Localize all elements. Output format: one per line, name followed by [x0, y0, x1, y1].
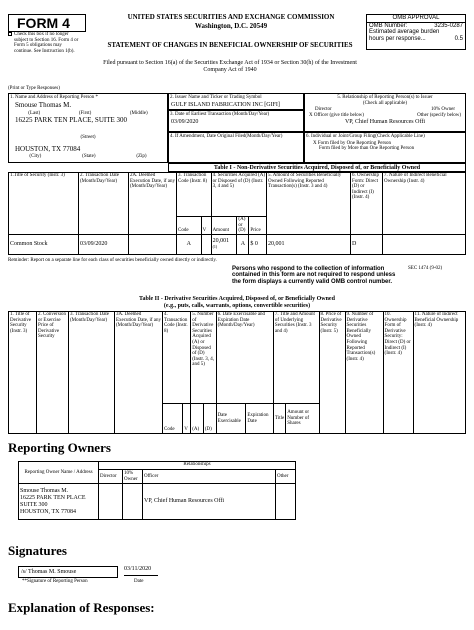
checkbox-text: Check this box if no longer subject to Section 16. Form 4 or Form 5 obligations may continue. See Instruction 1(b).	[14, 32, 79, 54]
t2-d: (D)	[203, 404, 216, 434]
signature-value: /s/ Thomas M. Smouse	[18, 566, 118, 578]
t2-h3a: 3A. Deemed Execution Date, if any (Month/Day/Year)	[115, 312, 163, 434]
box1-label: 1. Name and Address of Reporting Person *	[10, 95, 99, 100]
reporting-owners-table	[18, 461, 296, 520]
t2-h10: 10. Ownership Form of Derivative Security: Direct (D) or Indirect (I) (Instr. 4)	[383, 312, 413, 434]
t2-exp: Expiration Date	[246, 404, 274, 434]
zip-label: (Zip)	[136, 154, 147, 160]
t1-row-amount: 20,001	[212, 237, 230, 244]
t1-aord: (A) or (D)	[237, 217, 249, 235]
t2-title: Title	[273, 404, 285, 434]
table1-title: Table I - Non-Derivative Securities Acquired, Disposed of, or Beneficially Owned	[168, 163, 466, 172]
street-value: 16225 PARK TEN PLACE, SUITE 300	[15, 115, 128, 124]
table2-subtitle: (e.g., puts, calls, warrants, options, convertible securities)	[163, 303, 311, 309]
ro-owner-line-1: Smouse Thomas M.	[20, 487, 69, 494]
city-value: HOUSTON, TX 77084	[15, 145, 81, 154]
table-row	[19, 484, 296, 520]
box3	[168, 110, 304, 132]
city-label: (City)	[29, 154, 42, 160]
omb-title: OMB APPROVAL	[367, 15, 465, 23]
reporting-owners-heading: Reporting Owners	[8, 440, 111, 455]
t2-code: Code	[163, 404, 183, 434]
box6-mark: X	[313, 140, 317, 146]
officer-mark: X	[309, 112, 313, 118]
box1	[8, 93, 168, 163]
signature-date: 03/11/2020	[124, 566, 158, 576]
t1-row-title: Common Stock	[9, 234, 79, 254]
omb-number-label: OMB Number:	[369, 22, 408, 29]
t1-row-form: D	[351, 234, 383, 254]
t2-date-ex: Date Exercisable	[216, 404, 246, 434]
middle-label: (Middle)	[129, 111, 148, 117]
one-person-option: Form filed by One Reporting Person	[317, 140, 392, 146]
reporting-person-name: Smouse Thomas M.	[15, 100, 72, 109]
t1-h2: 2. Transaction Date (Month/Day/Year)	[79, 173, 129, 235]
table-row	[9, 234, 466, 254]
multiple-persons-option: Form filed by More than One Reporting Person	[319, 146, 415, 152]
burden-value: 0.5	[454, 35, 463, 42]
issuer-name: GULF ISLAND FABRICATION INC [GIFI]	[171, 101, 280, 108]
signature-date-label: Date	[134, 579, 144, 584]
t2-h2: 2. Conversion or Exercise Price of Derivative Security	[37, 312, 69, 434]
ro-col-name: Reporting Owner Name / Address	[19, 462, 99, 484]
ro-relationships: Relationships	[99, 462, 296, 470]
table2	[8, 311, 466, 434]
t2-h11: 11. Nature of Indirect Beneficial Ownership (Instr. 4)	[413, 312, 465, 434]
t1-amount: Amount	[211, 217, 237, 235]
ro-ten-owner: 10% Owner	[123, 470, 143, 484]
t1-h6: 6. Ownership Form: Direct (D) or Indirect (I) (Instr. 4)	[351, 173, 383, 235]
table2-title: Table II - Derivative Securities Acquired, Disposed of, or Beneficially Owned	[139, 296, 335, 302]
earliest-transaction-date: 03/09/2020	[171, 118, 199, 125]
agency-name: UNITED STATES SECURITIES AND EXCHANGE COMMISSION	[127, 13, 335, 21]
box6	[304, 132, 466, 163]
t1-h7: 7. Nature of Indirect Beneficial Ownership (Instr. 4)	[383, 173, 466, 235]
signatures-heading: Signatures	[8, 543, 67, 558]
agency-city: Washington, D.C. 20549	[194, 22, 268, 30]
ro-other: Other	[276, 470, 296, 484]
officer-title: VP, Chief Human Resources Offi	[344, 119, 426, 126]
t2-h6: 6. Date Exercisable and Expiration Date (Month/Day/Year)	[216, 312, 273, 404]
t1-v: V	[201, 217, 211, 235]
omb-number: 3235-0287	[434, 22, 463, 29]
t1-row-code: A	[177, 234, 202, 254]
street-label: (Street)	[80, 134, 96, 140]
t2-h9: 9. Number of Derivative Securities Beneficially Owned Following Reported Transaction(s) (Instr. 4)	[345, 312, 383, 434]
t2-amount: Amount or Number of Shares	[286, 404, 319, 434]
first-label: (First)	[78, 111, 92, 117]
t2-h4: 4. Transaction Code (Instr. 8)	[163, 312, 191, 404]
table1	[8, 172, 466, 255]
sec-number: SEC 1474 (9-02)	[408, 266, 443, 271]
ro-owner-line-2: 16225 PARK TEN PLACE	[20, 494, 86, 501]
box6-label: 6. Individual or Joint/Group Filing(Check Applicable Line)	[306, 134, 425, 139]
state-label: (State)	[82, 154, 96, 160]
t1-h4: 4. Securities Acquired (A) or Disposed of (D) (Instr. 3, 4 and 5)	[211, 173, 266, 217]
ro-director: Director	[99, 470, 123, 484]
box4	[168, 132, 304, 163]
t1-row-nature	[383, 234, 466, 254]
ro-owner-line-3: SUITE 300	[20, 501, 48, 508]
omb-box	[366, 14, 466, 50]
form-title: FORM 4	[17, 15, 70, 31]
respond-notice: Persons who respond to the collection of information contained in this form are not required to respond unless the form displays a currently valid OMB control number.	[232, 266, 396, 285]
t2-h3: 3. Transaction Date (Month/Day/Year)	[69, 312, 115, 434]
ro-officer-value: VP, Chief Human Resources Offi	[143, 484, 276, 520]
t1-h5: 5. Amount of Securities Beneficially Owned Following Reported Transaction(s) (Instr. 3 and 4)	[267, 173, 351, 235]
checkbox-box[interactable]	[8, 32, 12, 36]
director-option: Director	[315, 107, 332, 113]
t1-price: Price	[249, 217, 267, 235]
explanation-heading: Explanation of Responses:	[8, 600, 155, 615]
box2	[168, 93, 304, 110]
t1-h2a: 2A. Deemed Execution Date, if any (Month/Day/Year)	[129, 173, 177, 235]
box5	[304, 93, 466, 132]
form-title-box	[8, 14, 86, 32]
box5-label: 5. Relationship of Reporting Person(s) to Issuer	[337, 95, 433, 100]
t1-h3: 3. Transaction Code (Instr. 8)	[177, 173, 212, 217]
t2-h7: 7. Title and Amount of Underlying Securities (Instr. 3 and 4)	[273, 312, 319, 404]
box5-sub: (Check all applicable)	[362, 100, 408, 106]
signature-label: **Signature of Reporting Person	[22, 579, 88, 584]
statement-title: STATEMENT OF CHANGES IN BENEFICIAL OWNERSHIP OF SECURITIES	[107, 41, 353, 49]
t1-row-v	[201, 234, 211, 254]
t2-h1: 1. Title of Derivative Security (Instr. 3)	[9, 312, 37, 434]
t2-h8: 8. Price of Derivative Security (Instr. 5)	[319, 312, 345, 434]
t2-v: V	[183, 404, 191, 434]
t1-row-date: 03/09/2020	[79, 234, 129, 254]
other-option: Other (specify below)	[417, 112, 461, 118]
burden-label: Estimated average burden hours per response...	[369, 29, 440, 42]
t1-h1: 1.Title of Security (Instr. 3)	[9, 173, 79, 235]
t1-row-deemed	[129, 234, 177, 254]
box2-label: 2. Issuer Name and Ticker or Trading Symbol	[170, 95, 262, 100]
last-label: (Last)	[28, 111, 41, 117]
t1-row-owned: 20,001	[267, 234, 351, 254]
t1-code: Code	[177, 217, 202, 235]
print-note: (Print or Type Responses)	[8, 86, 60, 91]
t2-a: (A)	[191, 404, 204, 434]
box3-label: 3. Date of Earliest Transaction (Month/Day/Year)	[170, 112, 270, 117]
t2-h5: 5. Number of Derivative Securities Acquired (A) or Disposed of (D) (Instr. 3, 4, and 5)	[191, 312, 216, 404]
t1-row-amount-note[interactable]: (1)	[212, 244, 218, 250]
reminder-text: Reminder: Report on a separate line for each class of securities beneficially owned directly or indirectly.	[8, 258, 217, 263]
filed-text: Filed pursuant to Section 16(a) of the Securities Exchange Act of 1934 or Section 30(h) of the Investment Company Act of 1940	[103, 60, 357, 73]
t1-row-price: $ 0	[249, 234, 267, 254]
t1-row-aord: A	[237, 234, 249, 254]
ten-owner-option: 10% Owner	[430, 107, 455, 113]
ro-owner-line-4: HOUSTON, TX 77084	[20, 508, 76, 515]
ro-officer: Officer	[143, 470, 276, 484]
officer-option: Officer (give title below)	[313, 112, 364, 118]
box4-label: 4. If Amendment, Date Original Filed(Month/Day/Year)	[170, 134, 283, 139]
